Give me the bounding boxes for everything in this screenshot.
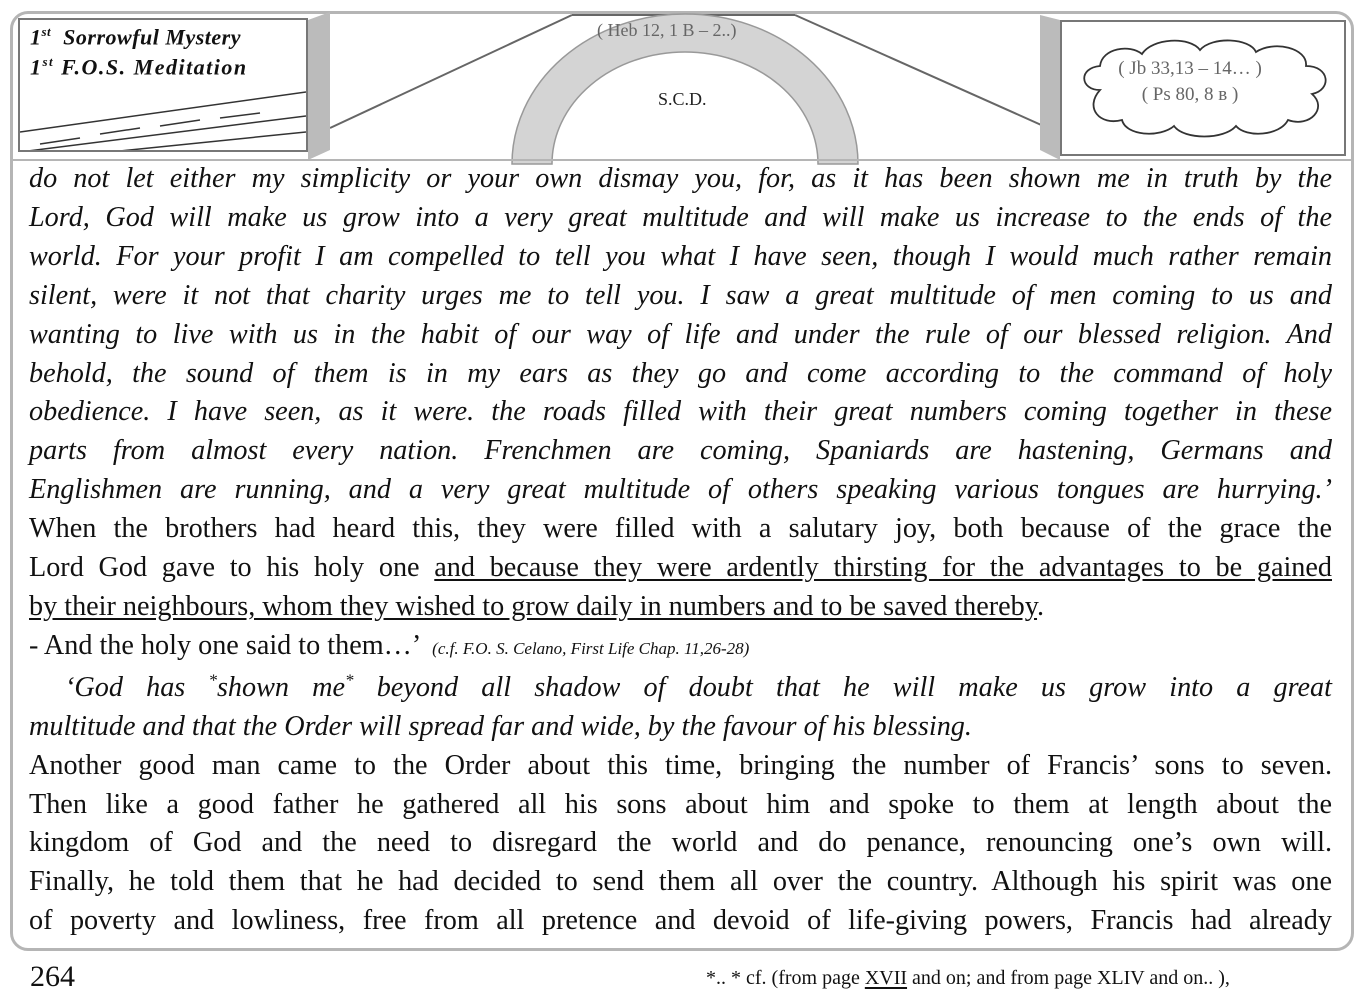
text-plain: Lord God gave to his holy one (29, 552, 435, 584)
text-line: Lord, God will make us grow into a very great multitude and will make us increase to the ends of the (29, 201, 1332, 233)
scripture-reference-ps: ( Ps 80, 8 в ) (1141, 84, 1239, 105)
mystery-title-box (18, 18, 308, 152)
text-line: kingdom of God and the need to disregard the world and do penance, renouncing one’s own will. (29, 827, 1332, 859)
text-line: Then like a good father he gathered all his sons about him and spoke to them at length about the (29, 788, 1332, 820)
text-plain: ‘God has (65, 671, 209, 703)
title-1-suffix: st (41, 24, 52, 39)
text-line: Another good man came to the Order about this time, bringing the number of Francis’ sons to seven. (29, 749, 1332, 781)
text-line (29, 549, 1332, 588)
text-line: behold, the sound of them is in my ears as they go and come according to the command of holy (29, 357, 1332, 389)
underlined-text: by their neighbours, whom they wished to grow daily in numbers and to be saved thereby (29, 590, 1038, 622)
footnote-text: *.. * cf. (from page (706, 967, 865, 989)
text-line: wanting to live with us in the habit of our way of life and under the rule of our blessed religion. And (29, 318, 1332, 350)
center-label: S.C.D. (658, 89, 707, 109)
footnote-text: and on; and from page XLIV and on.. ), (907, 967, 1230, 989)
footnote-mark: * (345, 670, 354, 690)
footnote-mark: * (208, 670, 217, 690)
text-line (29, 669, 1332, 708)
meditation-text (29, 160, 1332, 941)
scripture-reference-jb: ( Jb 33,13 – 14… ) (1118, 58, 1262, 79)
footnote (706, 967, 1230, 990)
title-1-text: Sorrowful Mystery (63, 24, 241, 50)
title-2-text: F.O.S. Meditation (61, 54, 248, 80)
text-plain: beyond all shadow of doubt that he will make us grow into a great (353, 671, 1332, 703)
text-line: parts from almost every nation. Frenchmen are coming, Spaniards are hastening, Germans and (29, 435, 1332, 467)
text-line: multitude and that the Order will spread far and wide, by the favour of his blessing. (29, 710, 972, 742)
text-line: do not let either my simplicity or your own dismay you, for, as it has been shown me in truth by the (29, 163, 1332, 194)
text-line: of poverty and lowliness, free from all pretence and devoid of life-giving powers, Francis had already (29, 905, 1332, 937)
text-plain: . (1037, 590, 1045, 622)
scripture-reference-heb: ( Heb 12, 1 B – 2..) (597, 20, 737, 40)
text-line: When the brothers had heard this, they were filled with a salutary joy, both because of the grace the (29, 513, 1332, 545)
quote-close: - And the holy one said to them…’ (29, 629, 420, 661)
text-line: Finally, he told them that he had decided to send them all over the country. Although his spirit was one (29, 866, 1332, 898)
title-2-number: 1 (30, 54, 43, 80)
title-1-number: 1 (30, 24, 42, 50)
underlined-text: and because they were ardently thirsting for the advantages to be gained (434, 552, 1332, 584)
text-line (29, 588, 1332, 627)
emphasis-text: shown me (216, 671, 346, 703)
text-line: obedience. I have seen, as it were. the roads filled with their great numbers coming together in these (29, 396, 1332, 428)
text-line (29, 627, 1332, 669)
footnote-page-ref: XVII (864, 967, 908, 989)
page-number: 264 (30, 960, 75, 993)
title-2-suffix: st (42, 54, 55, 69)
text-line: Englishmen are running, and a very great multitude of others speaking various tongues are hurrying.’ (29, 474, 1332, 506)
citation: (c.f. F.O. S. Celano, First Life Chap. 11,26-28) (432, 638, 750, 658)
road-icon (20, 20, 308, 152)
text-line: world. For your profit I am compelled to tell you what I have seen, though I would much rather remain (29, 240, 1332, 272)
text-line: silent, were it not that charity urges me to tell you. I saw a great multitude of men coming to us and (29, 279, 1332, 311)
